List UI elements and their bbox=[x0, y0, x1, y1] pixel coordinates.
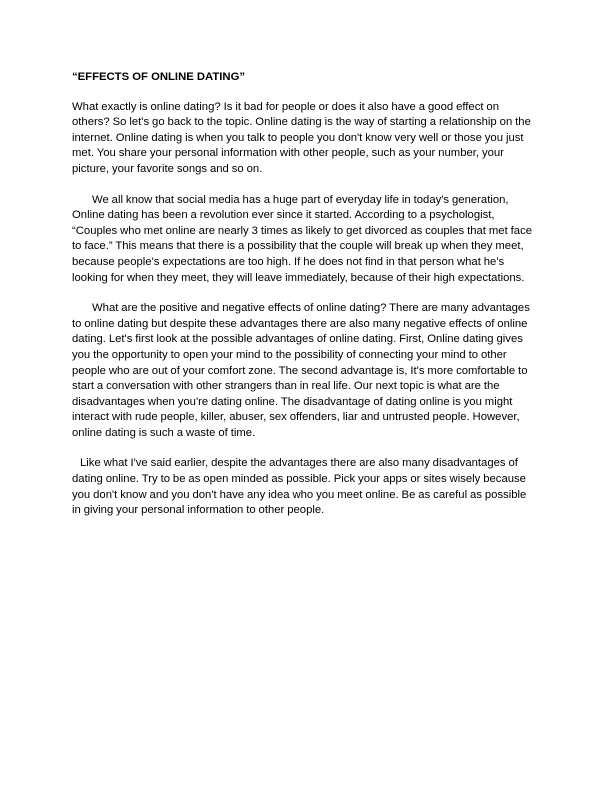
paragraph-social-media: We all know that social media has a huge part of everyday life in today's generation, Online dating has been a revolution ever since it started. According to a psychologist, “Couples who met online are nearly 3 times as likely to get divorced as couples that met face to face.” This means that there is a possibility that the couple will break up when they meet, because people's expectations are too high. If he does not find in that person what he's looking for when they meet, they will leave immediately, because of their high expectations. bbox=[72, 193, 533, 284]
paragraph-intro: What exactly is online dating? Is it bad for people or does it also have a good effect on others? So let's go back to the topic. Online dating is the way of starting a relationship on the internet. Online dating is when you talk to people you don't know very well or those you just met. You share your personal information with other people, such as your number, your picture, your favorite songs and so on. bbox=[72, 100, 531, 175]
paragraph-effects: What are the positive and negative effects of online dating? There are many advantages to online dating but despite these advantages there are also many negative effects of online dating. Let's first look at the possible advantages of online dating. First, Online dating gives you the opportunity to open your mind to the possibility of connecting your mind to other people who are out of your comfort zone. The second advantage is, It's more comfortable to start a conversation with other strangers than in real life. Our next topic is what are the disadvantages when you're dating online. The disadvantage of dating online is you might interact with rude people, killer, abuser, sex offenders, liar and untrusted people. However, online dating is such a waste of time. bbox=[72, 302, 530, 439]
document-title: “EFFECTS OF ONLINE DATING” bbox=[72, 71, 246, 83]
paragraph-conclusion: Like what I've said earlier, despite the advantages there are also many disadvantages of dating online. Try to be as open minded as possible. Pick your apps or sites wisely because you don't know and you don't have any idea who you meet online. Be as careful as possible in giving your personal information to other people. bbox=[72, 457, 527, 517]
document-body bbox=[72, 70, 534, 534]
